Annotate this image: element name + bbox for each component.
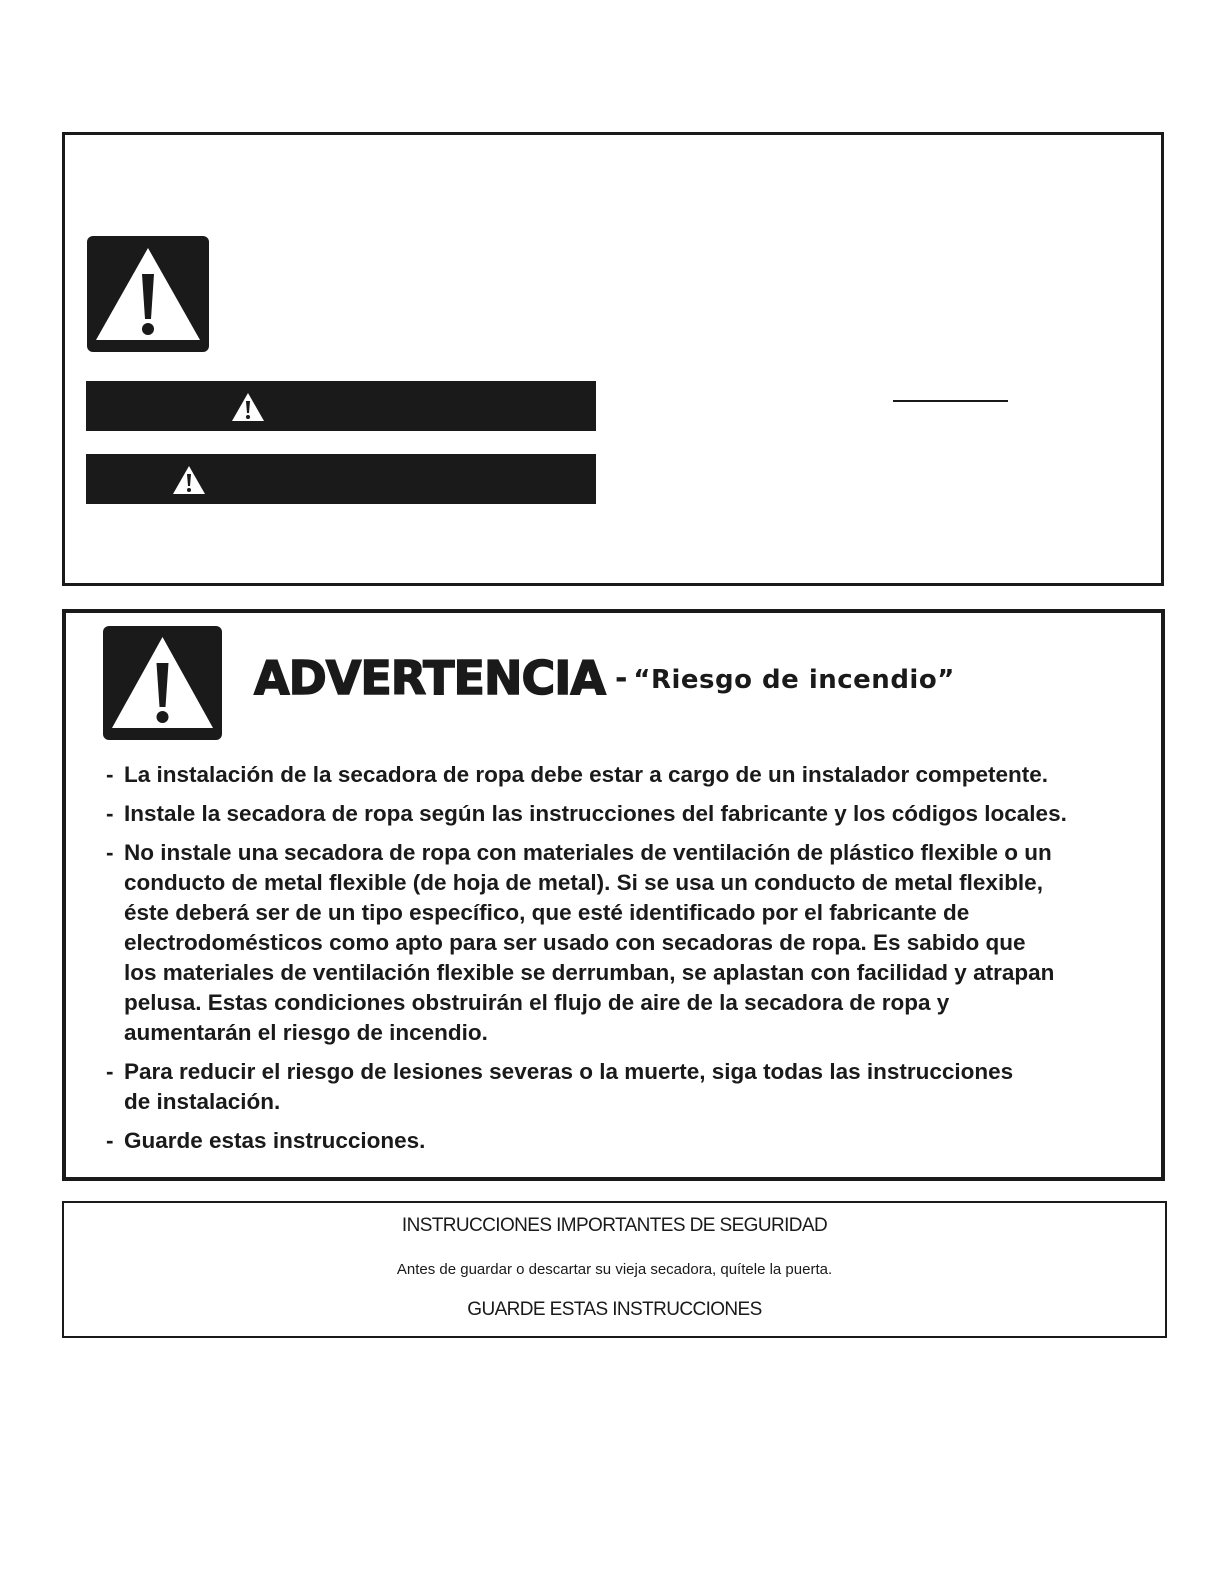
safety-footer: GUARDE ESTAS INSTRUCCIONES bbox=[467, 1299, 762, 1320]
safety-symbols-box bbox=[62, 132, 1164, 586]
list-item: - No instale una secadora de ropa con materiales de ventilación de plástico flexible o un conducto de metal flexible (de hoja de metal). Si se usa un conducto de metal flexible, éste deberá ser de un tipo específico, que esté identificado por el fabricante de electrodomésticos como apto para ser usado con secadoras de ropa. Es sabido que los materiales de ventilación flexible se derrumban, se aplastan con facilidad y atrapan pelusa. Estas condiciones obstruirán el flujo de aire de la secadora de ropa y aumentarán el riesgo de incendio. bbox=[104, 838, 1154, 1048]
underline-rule bbox=[893, 400, 1008, 402]
warning-triangle-small-icon bbox=[231, 392, 265, 422]
warning-title: ADVERTENCIA bbox=[254, 651, 605, 705]
safety-title: INSTRUCCIONES IMPORTANTES DE SEGURIDAD bbox=[401, 1215, 828, 1236]
warning-triangle-small-icon bbox=[172, 465, 206, 495]
list-item: - Para reducir el riesgo de lesiones severas o la muerte, siga todas las instrucciones de instalación. bbox=[104, 1057, 1154, 1117]
warning-bar bbox=[86, 454, 596, 504]
warning-subtitle: “Riesgo de incendio” bbox=[633, 665, 955, 695]
safety-note: Antes de guardar o descartar su vieja secadora, quítele la puerta. bbox=[396, 1261, 833, 1278]
warning-title-separator: - bbox=[614, 661, 628, 696]
warning-heading bbox=[254, 651, 955, 705]
warning-list bbox=[104, 760, 1154, 1165]
list-item: - Guarde estas instrucciones. bbox=[104, 1126, 1154, 1156]
list-item: - La instalación de la secadora de ropa debe estar a cargo de un instalador competente. bbox=[104, 760, 1154, 790]
warning-triangle-icon bbox=[103, 626, 222, 740]
danger-bar bbox=[86, 381, 596, 431]
list-item: - Instale la secadora de ropa según las instrucciones del fabricante y los códigos locales. bbox=[104, 799, 1154, 829]
warning-triangle-icon bbox=[87, 236, 209, 352]
